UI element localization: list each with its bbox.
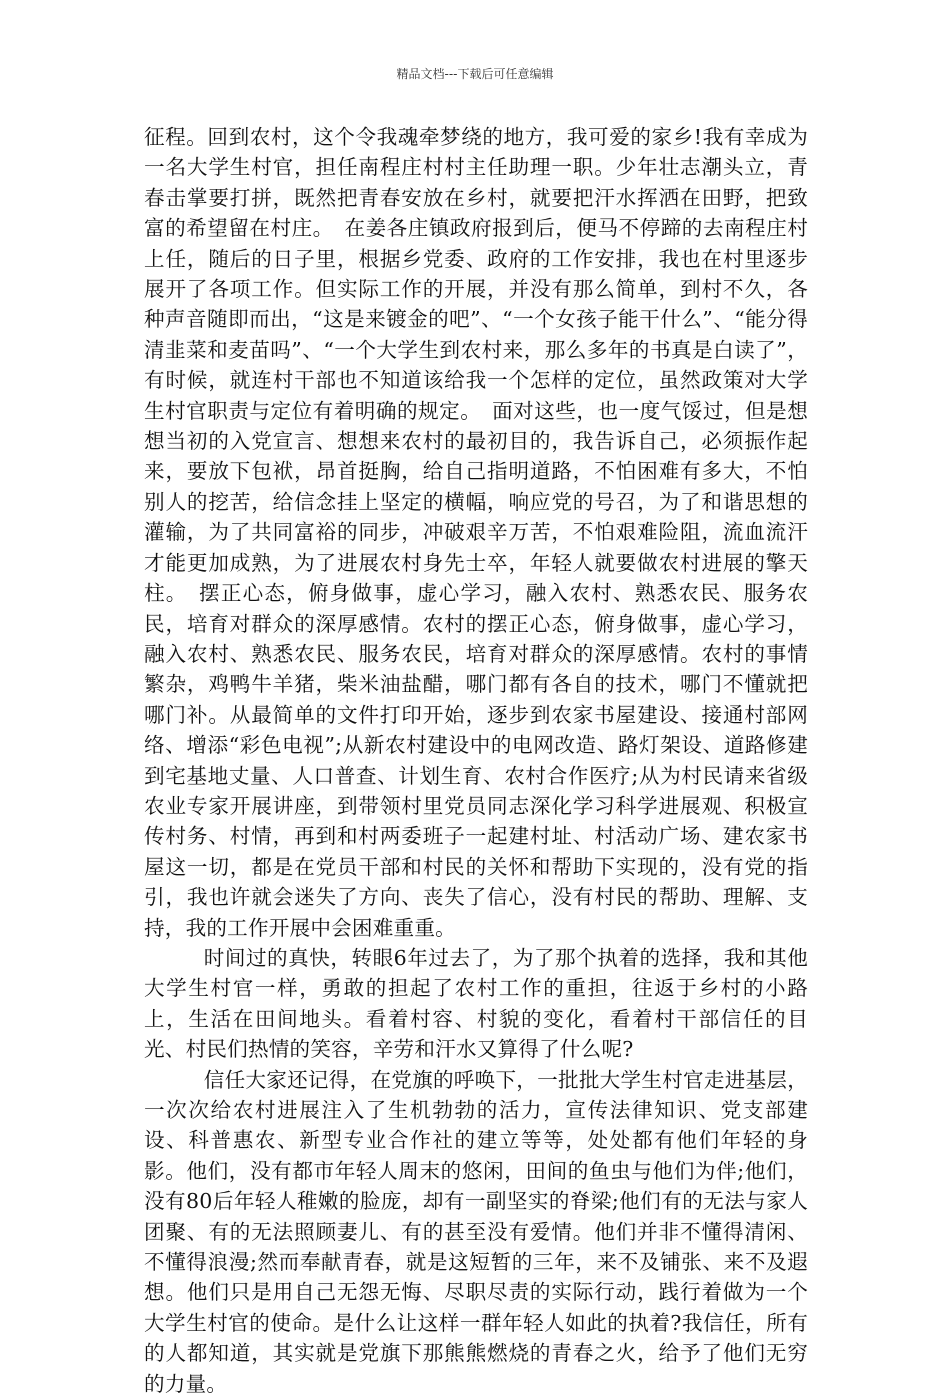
- paragraph-2: 时间过的真快，转眼6年过去了，为了那个执着的选择，我和其他大学生村官一样，勇敢的担起了农村工作的重担，往返于乡村的小路上，生活在田间地头。看着村容、村貌的变化，看着村干部信任的目光、村民们热情的笑容，辛劳和汗水又算得了什么呢?: [144, 945, 808, 1062]
- paragraph-3: 信任大家还记得，在党旗的呼唤下，一批批大学生村官走进基层，一次次给农村进展注入了生机勃勃的活力，宣传法律知识、党支部建设、科普惠农、新型专业合作社的建立等等，处处都有他们年轻的身影。他们，没有都市年轻人周末的悠闲，田间的鱼虫与他们为伴;他们，没有80后年轻人稚嫩的脸庞，却有一副坚实的脊梁;他们有的无法与家人团聚、有的无法照顾妻儿、有的甚至没有爱情。他们并非不懂得清闲、不懂得浪漫;然而奉献青春，就是这短暂的三年，来不及铺张、来不及遐想。他们只是用自己无怨无悔、尽职尽责的实际行动，践行着做为一个大学生村官的使命。是什么让这样一群年轻人如此的执着?我信任，所有的人都知道，其实就是党旗下那熊熊燃烧的青春之火，给予了他们无穷的力量。: [144, 1067, 808, 1396]
- page-header: 精品文档---下载后可任意编辑: [396, 67, 554, 81]
- body-text: [144, 122, 808, 1399]
- paragraph-1: 征程。回到农村，这个令我魂牵梦绕的地方，我可爱的家乡!我有幸成为一名大学生村官，担任南程庄村村主任助理一职。少年壮志潮头立，青春击掌要打拼，既然把青春安放在乡村，就要把汗水挥洒在田野，把致富的希望留在村庄。 在姜各庄镇政府报到后，便马不停蹄的去南程庄村上任，随后的日子里，根据乡党委、政府的工作安排，我也在村里逐步展开了各项工作。但实际工作的开展，并没有那么简单，到村不久，各种声音随即而出，“这是来镀金的吧”、“一个女孩子能干什么”、“能分得清韭菜和麦苗吗”、“一个大学生到农村来，那么多年的书真是白读了”，有时候，就连村干部也不知道该给我一个怎样的定位，虽然政策对大学生村官职责与定位有着明确的规定。 面对这些，也一度气馁过，但是想想当初的入党宣言、想想来农村的最初目的，我告诉自己，必须振作起来，要放下包袱，昂首挺胸，给自己指明道路，不怕困难有多大，不怕别人的挖苦，给信念挂上坚定的横幅，响应党的号召，为了和谐思想的灌输，为了共同富裕的同步，冲破艰辛万苦，不怕艰难险阻，流血流汗才能更加成熟，为了进展农村身先士卒，年轻人就要做农村进展的擎天柱。 摆正心态，俯身做事，虚心学习，融入农村、熟悉农民、服务农民，培育对群众的深厚感情。农村的摆正心态，俯身做事，虚心学习，融入农村、熟悉农民、服务农民，培育对群众的深厚感情。农村的事情繁杂，鸡鸭牛羊猪，柴米油盐醋，哪门都有各自的技术，哪门不懂就把哪门补。从最简单的文件打印开始，逐步到农家书屋建设、接通村部网络、增添“彩色电视”;从新农村建设中的电网改造、路灯架设、道路修建到宅基地丈量、人口普查、计划生育、农村合作医疗;从为村民请来省级农业专家开展讲座，到带领村里党员同志深化学习科学进展观、积极宣传村务、村情，再到和村两委班子一起建村址、村活动广场、建农家书屋这一切，都是在党员干部和村民的关怀和帮助下实现的，没有党的指引，我也许就会迷失了方向、丧失了信心，没有村民的帮助、理解、支持，我的工作开展中会困难重重。: [144, 125, 808, 940]
